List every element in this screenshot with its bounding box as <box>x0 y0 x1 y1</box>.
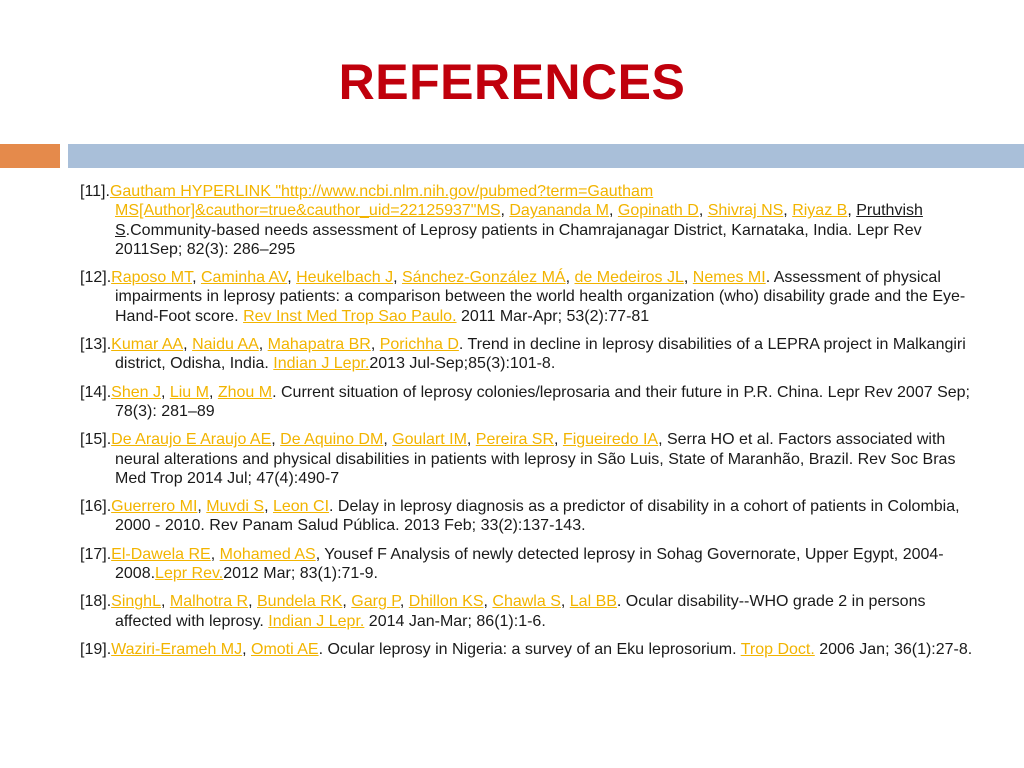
reference-text: , <box>248 593 257 611</box>
reference-text: . Assessment of physical impairments in leprosy patients: a comparison between the world health organization (who) disability grade and the Eye-Hand-Foot score. <box>115 269 966 325</box>
reference-item <box>80 383 980 422</box>
reference-text: , <box>192 269 201 287</box>
reference-item <box>80 640 980 659</box>
reference-text: . Trend in decline in leprosy disabilities of a LEPRA project in Malkangiri district, Odisha, India. <box>115 336 966 373</box>
reference-item <box>80 268 980 326</box>
reference-number: [12]. <box>80 269 112 287</box>
reference-text: , <box>783 202 793 220</box>
reference-item <box>80 545 980 584</box>
reference-text: , <box>370 336 380 354</box>
reference-item <box>80 592 980 631</box>
reference-link[interactable]: Bundela RK <box>257 593 343 611</box>
reference-link[interactable]: Rev Inst Med Trop Sao Paulo. <box>243 307 457 325</box>
reference-text: , <box>698 202 708 220</box>
reference-text: . Current situation of leprosy colonies/leprosaria and their future in P.R. China. Lepr Rev 2007 Sep; 78(3): 281–89 <box>115 383 970 420</box>
reference-link[interactable]: Figueiredo IA <box>562 431 659 449</box>
reference-link[interactable]: Dayananda M <box>509 202 609 220</box>
reference-text: , <box>609 202 618 220</box>
reference-link[interactable]: Caminha AV <box>200 269 288 287</box>
reference-link[interactable]: Indian J Lepr. <box>273 355 370 373</box>
reference-link[interactable]: Pruthvish S <box>115 202 923 239</box>
reference-text: , <box>183 336 193 354</box>
reference-text: , <box>210 545 220 563</box>
reference-link[interactable]: Pereira SR <box>475 431 555 449</box>
reference-text: , <box>565 269 575 287</box>
reference-text: , <box>554 431 563 449</box>
reference-link[interactable]: Sánchez-González MÁ <box>401 269 566 287</box>
reference-number: [19]. <box>80 640 112 658</box>
reference-link[interactable]: Chawla S <box>492 593 561 611</box>
reference-text: , <box>683 269 693 287</box>
reference-link[interactable]: Liu M <box>169 383 209 401</box>
reference-text: , <box>242 640 251 658</box>
reference-item <box>80 497 980 536</box>
reference-link[interactable]: Riyaz B <box>792 202 848 220</box>
reference-text: 2013 Jul-Sep;85(3):101-8. <box>369 355 556 373</box>
reference-text: , <box>160 593 170 611</box>
reference-link[interactable]: Gopinath D <box>617 202 699 220</box>
reference-link[interactable]: Indian J Lepr. <box>268 612 365 630</box>
reference-number: [11]. <box>80 183 110 200</box>
reference-text: , <box>271 431 281 449</box>
reference-text: , <box>393 269 402 287</box>
reference-number: [13]. <box>80 336 112 354</box>
reference-text: 2012 Mar; 83(1):71-9. <box>223 565 378 583</box>
slide-title: REFERENCES <box>338 54 686 110</box>
reference-item <box>80 335 980 374</box>
reference-text: 2011 Mar-Apr; 53(2):77-81 <box>456 307 650 325</box>
reference-link[interactable]: Garg P <box>351 593 400 611</box>
reference-link[interactable]: Goulart IM <box>392 431 467 449</box>
reference-text: .Community-based needs assessment of Leprosy patients in Chamrajanagar District, Karnataka, India. Lepr Rev 2011Sep; 82(3): 286–295 <box>115 221 922 258</box>
reference-text: , <box>500 202 510 220</box>
reference-link[interactable]: De Aquino DM <box>280 431 384 449</box>
reference-link[interactable]: Omoti AE <box>251 640 319 658</box>
reference-text: , Serra HO et al. Factors associated with neural alterations and physical disabilities in patients with leprosy in São Luis, State of Maranhão, Brazil. Rev Soc Bras Med Trop 2014 Jul; 47(4):490-7 <box>115 431 956 487</box>
reference-item <box>80 430 980 488</box>
reference-link[interactable]: Heukelbach J <box>296 269 394 287</box>
reference-text: , <box>258 336 268 354</box>
reference-link[interactable]: Mahapatra BR <box>267 336 371 354</box>
reference-number: [16]. <box>80 498 112 516</box>
reference-link[interactable]: Zhou M <box>217 383 273 401</box>
reference-text: , <box>483 593 493 611</box>
reference-text: , <box>342 593 352 611</box>
reference-text: , <box>383 431 393 449</box>
reference-text: , <box>160 383 170 401</box>
reference-list <box>80 182 980 668</box>
reference-number: [17]. <box>80 545 112 563</box>
reference-link[interactable]: Gautham HYPERLINK "http://www.ncbi.nlm.nih.gov/pubmed?term=Gautham MS[Author]&cauthor=true&cauthor_uid=22125937"MS <box>109 183 654 220</box>
reference-link[interactable]: Nemes MI <box>692 269 766 287</box>
reference-number: [14]. <box>80 383 112 401</box>
accent-bar-blue <box>68 144 1024 168</box>
reference-link[interactable]: Trop Doct. <box>740 640 815 658</box>
reference-item <box>80 182 980 259</box>
reference-text: 2006 Jan; 36(1):27-8. <box>814 640 973 658</box>
reference-text: , <box>287 269 297 287</box>
reference-link[interactable]: SinghL <box>111 593 161 611</box>
reference-link[interactable]: Leon CI <box>272 498 330 516</box>
reference-text: , Yousef F Analysis of newly detected leprosy in Sohag Governorate, Upper Egypt, 2004-2008. <box>115 545 944 583</box>
reference-text: . Ocular disability--WHO grade 2 in persons affected with leprosy. <box>115 593 926 630</box>
reference-link[interactable]: Mohamed AS <box>219 545 316 563</box>
reference-text: 2014 Jan-Mar; 86(1):1-6. <box>364 612 546 630</box>
reference-link[interactable]: de Medeiros JL <box>574 269 684 287</box>
reference-link[interactable]: Malhotra R <box>169 593 249 611</box>
reference-link[interactable]: Waziri-Erameh MJ <box>111 640 243 658</box>
reference-link[interactable]: Raposo MT <box>111 269 193 287</box>
accent-bar-orange <box>0 144 60 168</box>
reference-link[interactable]: Lepr Rev. <box>155 565 224 583</box>
reference-text: , <box>197 498 207 516</box>
reference-text: , <box>208 383 218 401</box>
reference-text: . Ocular leprosy in Nigeria: a survey of an Eku leprosorium. <box>318 640 741 658</box>
reference-text: , <box>466 431 476 449</box>
reference-number: [18]. <box>80 593 112 611</box>
reference-link[interactable]: Guerrero MI <box>111 498 198 516</box>
reference-text: , <box>264 498 273 516</box>
reference-text: , <box>847 202 857 220</box>
reference-link[interactable]: Naidu AA <box>192 336 259 354</box>
reference-link[interactable]: Muvdi S <box>206 498 265 516</box>
reference-link[interactable]: Shivraj NS <box>707 202 784 220</box>
reference-link[interactable]: Porichha D <box>379 336 459 354</box>
reference-link[interactable]: Kumar AA <box>111 336 184 354</box>
reference-link[interactable]: Lal BB <box>569 593 617 611</box>
reference-link[interactable]: De Araujo E Araujo AE <box>111 431 272 449</box>
reference-link[interactable]: Dhillon KS <box>408 593 484 611</box>
reference-text: , <box>560 593 570 611</box>
reference-link[interactable]: Shen J <box>111 383 161 401</box>
reference-text: , <box>399 593 409 611</box>
reference-text: . Delay in leprosy diagnosis as a predictor of disability in a cohort of patients in Colombia, 2000 - 2010. Rev Panam Salud Pública. 2013 Feb; 33(2):137-143. <box>115 498 960 535</box>
reference-link[interactable]: El-Dawela RE <box>111 545 211 563</box>
reference-number: [15]. <box>80 431 112 449</box>
